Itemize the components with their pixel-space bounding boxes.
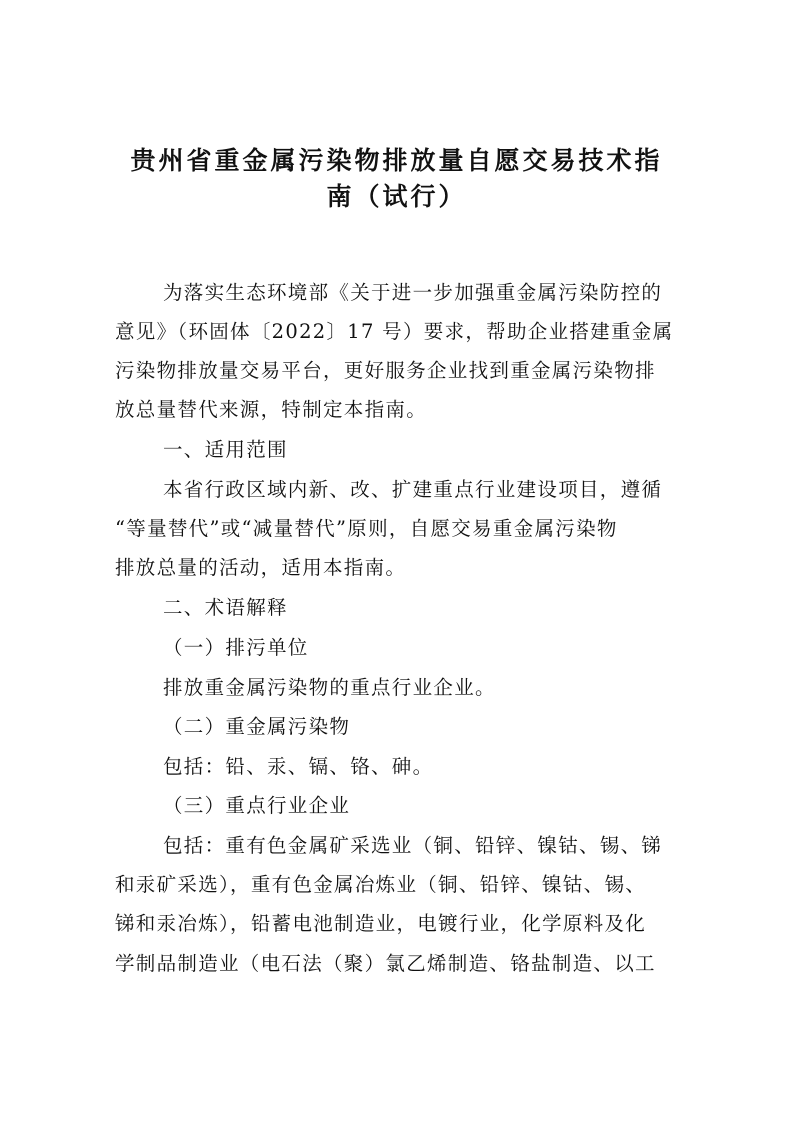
document-title-line-2: 南（试行） <box>326 182 467 211</box>
term-3-line-1: 包括：重有色金属矿采选业（铜、铅锌、镍钴、锡、锑 <box>163 834 663 857</box>
term-2-text: 包括：铅、汞、镉、铬、砷。 <box>163 755 434 778</box>
term-3-line-2: 和汞矿采选），重有色金属冶炼业（铜、铅锌、镍钴、锡、 <box>115 873 647 896</box>
term-3-line-4: 学制品制造业（电石法（聚）氯乙烯制造、铬盐制造、以工 <box>115 952 656 975</box>
document-title-line-1: 贵州省重金属污染物排放量自愿交易技术指 <box>130 146 663 175</box>
term-1-text: 排放重金属污染物的重点行业企业。 <box>163 676 496 699</box>
section-2-heading: 二、术语解释 <box>163 596 288 619</box>
section-1-line-2: “等量替代”或“减量替代”原则，自愿交易重金属污染物 <box>115 517 618 540</box>
term-1-heading: （一）排污单位 <box>163 636 309 659</box>
term-2-heading: （二）重金属污染物 <box>163 715 351 738</box>
intro-line-4: 放总量替代来源，特制定本指南。 <box>115 398 428 421</box>
term-3-line-3: 锑和汞冶炼），铅蓄电池制造业，电镀行业，化学原料及化 <box>115 912 647 935</box>
section-1-line-3: 排放总量的活动，适用本指南。 <box>115 556 407 579</box>
intro-line-1: 为落实生态环境部《关于进一步加强重金属污染防控的 <box>163 281 663 304</box>
term-3-heading: （三）重点行业企业 <box>163 794 351 817</box>
intro-line-3: 污染物排放量交易平台，更好服务企业找到重金属污染物排 <box>115 359 656 382</box>
section-1-heading: 一、适用范围 <box>163 438 288 461</box>
section-1-line-1: 本省行政区域内新、改、扩建重点行业建设项目，遵循 <box>163 478 663 501</box>
intro-line-2: 意见》（环固体〔2022〕17 号）要求，帮助企业搭建重金属 <box>115 320 674 343</box>
